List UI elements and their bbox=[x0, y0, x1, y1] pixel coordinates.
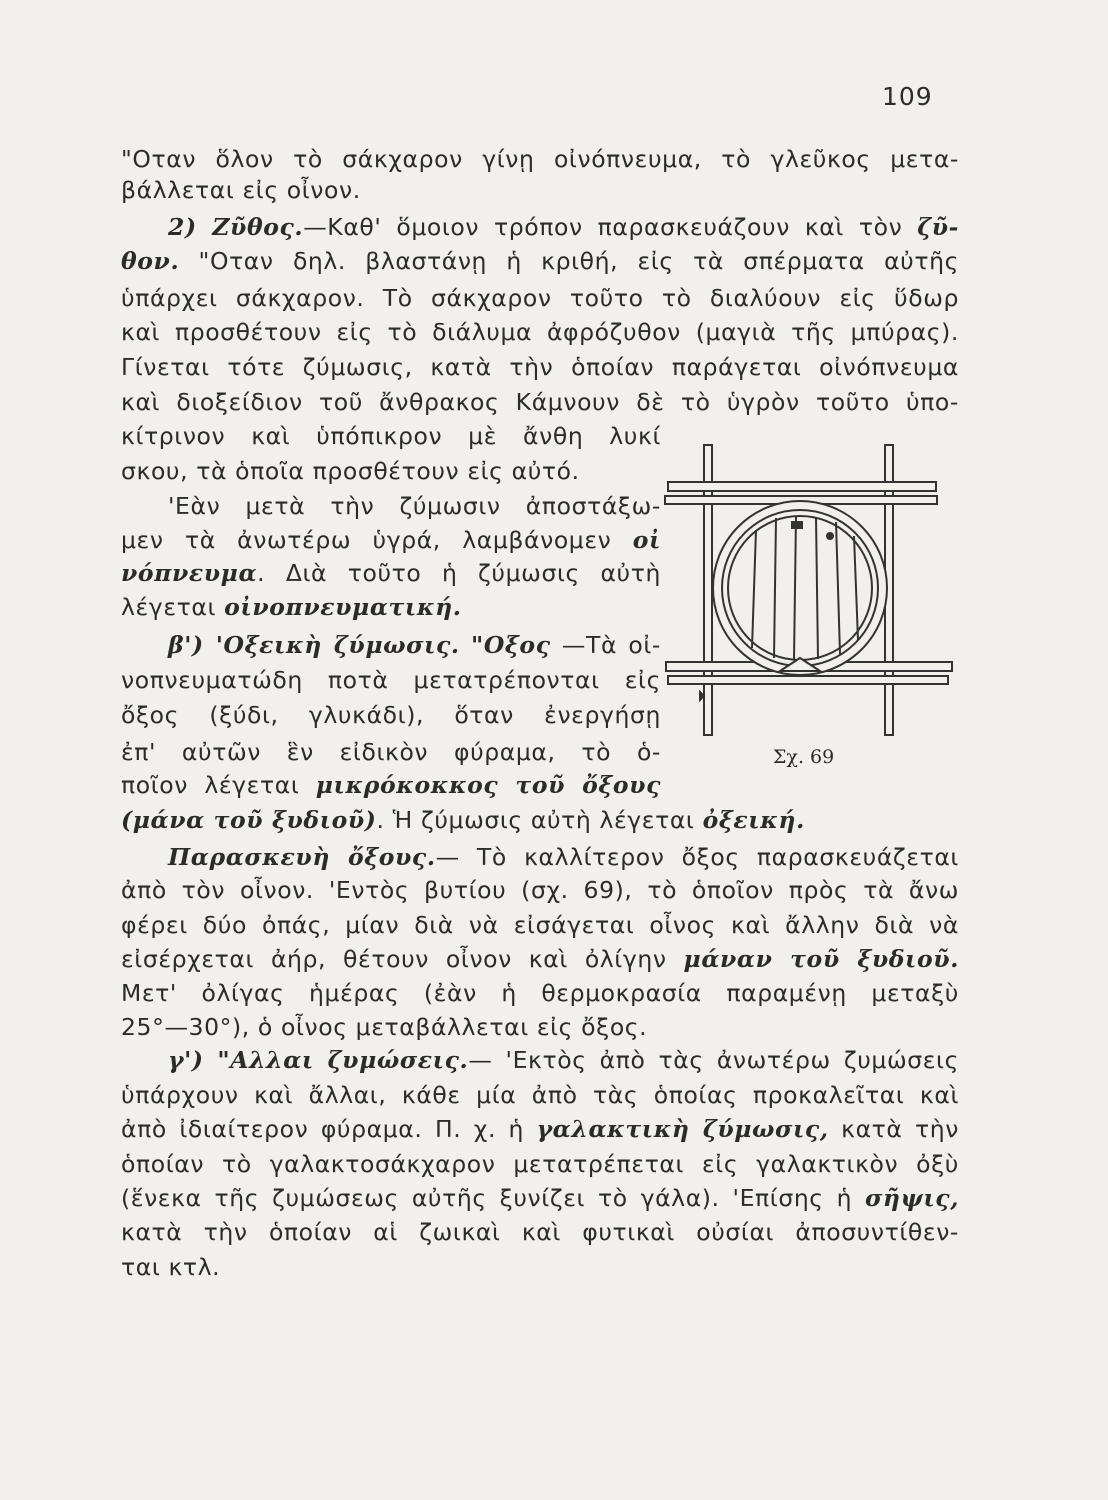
body-text: κίτρινον καὶ ὑπόπικρον μὲ ἄνθη λυκί bbox=[121, 422, 661, 450]
body-text: ὑπάρχει σάκχαρον. Τὸ σάκχαρον τοῦτο τὸ διαλύουν εἰς ὕδωρ bbox=[121, 284, 959, 312]
wine-barrel-illustration bbox=[660, 440, 960, 750]
body-text: ἀπὸ τὸν οἶνον. 'Εντὸς βυτίου (σχ. 69), τὸ ὁποῖον πρὸς τὰ ἄνω bbox=[121, 876, 959, 904]
text-line bbox=[121, 283, 959, 313]
emphasis-text: ζῦ- bbox=[917, 213, 959, 241]
emphasis-text: γαλακτικὴ ζύμωσις, bbox=[536, 1115, 829, 1143]
emphasis-text: γ') "Αλλαι ζυμώσεις. bbox=[168, 1046, 469, 1074]
body-text: Γίνεται τότε ζύμωσις, κατὰ τὴν ὁποίαν παράγεται οἰνόπνευμα bbox=[121, 353, 959, 381]
text-line bbox=[168, 1045, 959, 1075]
text-line bbox=[121, 525, 661, 555]
emphasis-text: νόπνευμα bbox=[121, 559, 258, 587]
text-line bbox=[121, 387, 959, 417]
emphasis-text: μάναν τοῦ ξυδιοῦ. bbox=[683, 945, 959, 973]
body-text: καὶ διοξείδιον τοῦ ἄνθρακος Κάμνουν δὲ τὸ ὑγρὸν τοῦτο ὑπο- bbox=[121, 388, 959, 416]
body-text: κατὰ τὴν bbox=[828, 1115, 959, 1143]
text-line bbox=[121, 805, 805, 835]
text-line bbox=[121, 875, 959, 905]
text-line bbox=[121, 317, 959, 347]
text-line bbox=[121, 456, 580, 486]
emphasis-text: "Οξος bbox=[471, 631, 551, 659]
body-text: ὁποίαν τὸ γαλακτοσάκχαρον μετατρέπεται εἰς γαλακτικὸν ὀξὺ bbox=[121, 1150, 959, 1178]
body-text: 'Εὰν μετὰ τὴν ζύμωσιν ἀποστάξω- bbox=[168, 492, 661, 520]
body-text: ὑπάρχουν καὶ ἄλλαι, κάθε μία ἀπὸ τὰς ὁποίας προκαλεῖται καὶ bbox=[121, 1081, 959, 1109]
body-text: — Τὸ καλλίτερον ὄξος παρασκευάζεται bbox=[435, 843, 959, 871]
text-line bbox=[168, 491, 661, 521]
body-text: ἀπὸ ἰδιαίτερον φύραμα. Π. χ. ἡ bbox=[121, 1115, 537, 1143]
figure-caption: Σχ. 69 bbox=[773, 746, 835, 768]
emphasis-text: Παρασκευὴ ὄξους. bbox=[168, 843, 436, 871]
text-line bbox=[121, 770, 661, 800]
emphasis-text: θον. bbox=[121, 247, 180, 275]
text-line bbox=[121, 910, 959, 940]
body-text: . Ἡ ζύμωσις αὐτὴ λέγεται bbox=[376, 806, 703, 834]
text-line bbox=[121, 1080, 959, 1110]
text-line bbox=[121, 1012, 647, 1042]
body-text: (ἕνεκα τῆς ζυμώσεως αὐτῆς ξυνίζει τὸ γάλα). 'Επίσης ἡ bbox=[121, 1184, 865, 1212]
body-text: λέγεται bbox=[121, 593, 225, 621]
emphasis-text: σῆψις, bbox=[865, 1184, 959, 1212]
body-text: ὄξος (ξύδι, γλυκάδι), ὅταν ἐνεργήσῃ bbox=[121, 701, 661, 729]
body-text: νοπνευματώδη ποτὰ μετατρέπονται εἰς bbox=[121, 666, 661, 694]
body-text: ποῖον λέγεται bbox=[121, 771, 316, 799]
page-number: 109 bbox=[882, 82, 933, 111]
text-line bbox=[121, 700, 661, 730]
body-text: εἰσέρχεται ἀήρ, θέτουν οἶνον καὶ ὀλίγην bbox=[121, 945, 684, 973]
body-text: φέρει δύο ὀπάς, μίαν διὰ νὰ εἰσάγεται οἶνος καὶ ἄλλην διὰ νὰ bbox=[121, 911, 959, 939]
text-line bbox=[121, 737, 661, 767]
text-line bbox=[121, 1217, 959, 1247]
text-line bbox=[121, 421, 661, 451]
text-line bbox=[121, 352, 959, 382]
body-text: Μετ' ὀλίγας ἡμέρας (ἐὰν ἡ θερμοκρασία παραμένῃ μεταξὺ bbox=[121, 979, 959, 1007]
body-text bbox=[460, 631, 471, 659]
text-line bbox=[168, 212, 959, 242]
text-line bbox=[121, 592, 462, 622]
text-line bbox=[121, 1149, 959, 1179]
text-line bbox=[121, 944, 959, 974]
text-line bbox=[121, 978, 959, 1008]
body-text: . Διὰ τοῦτο ἡ ζύμωσις αὐτὴ bbox=[257, 559, 661, 587]
text-line bbox=[121, 558, 661, 588]
body-text: σκου, τὰ ὁποῖα προσθέτουν εἰς αὐτό. bbox=[121, 457, 580, 485]
body-text: ἐπ' αὐτῶν ἓν εἰδικὸν φύραμα, τὸ ὁ- bbox=[121, 738, 661, 766]
text-line bbox=[121, 665, 661, 695]
body-text: μεν τὰ ἀνωτέρω ὑγρά, λαμβάνομεν bbox=[121, 526, 633, 554]
body-text: βάλλεται εἰς οἶνον. bbox=[121, 176, 361, 204]
body-text: ται κτλ. bbox=[121, 1253, 221, 1281]
body-text: —Τὰ οἰ- bbox=[550, 631, 661, 659]
body-text: — 'Εκτὸς ἀπὸ τὰς ἀνωτέρω ζυμώσεις bbox=[468, 1046, 959, 1074]
body-text: "Οταν δηλ. βλαστάνῃ ἡ κριθή, εἰς τὰ σπέρματα αὐτῆς bbox=[179, 247, 959, 275]
emphasis-text: 2) Ζῦθος. bbox=[168, 213, 304, 241]
text-line bbox=[121, 1114, 959, 1144]
emphasis-text: ὀξεική. bbox=[702, 806, 805, 834]
body-text: 25°—30°), ὁ οἶνος μεταβάλλεται εἰς ὄξος. bbox=[121, 1013, 648, 1041]
text-line bbox=[121, 175, 361, 205]
emphasis-text: (μάνα τοῦ ξυδιοῦ) bbox=[121, 806, 377, 834]
text-line bbox=[168, 630, 661, 660]
text-line bbox=[168, 842, 959, 872]
text-line bbox=[121, 1183, 959, 1213]
body-text: καὶ προσθέτουν εἰς τὸ διάλυμα ἀφρόζυθον (μαγιὰ τῆς μπύρας). bbox=[121, 318, 959, 346]
text-line bbox=[121, 144, 959, 174]
text-line bbox=[121, 246, 959, 276]
text-line bbox=[121, 1252, 220, 1282]
emphasis-text: οἰ bbox=[632, 526, 661, 554]
emphasis-text: οἰνοπνευματική. bbox=[224, 593, 462, 621]
body-text: —Καθ' ὅμοιον τρόπον παρασκευάζουν καὶ τὸν bbox=[303, 213, 918, 241]
body-text: "Οταν ὅλον τὸ σάκχαρον γίνῃ οἰνόπνευμα, τὸ γλεῦκος μετα- bbox=[121, 145, 959, 173]
emphasis-text: β') 'Οξεικὴ ζύμωσις. bbox=[168, 631, 460, 659]
emphasis-text: μικρόκοκκος τοῦ ὄξους bbox=[315, 771, 661, 799]
body-text: κατὰ τὴν ὁποίαν αἱ ζωικαὶ καὶ φυτικαὶ οὐσίαι ἀποσυντίθεν- bbox=[121, 1218, 959, 1246]
